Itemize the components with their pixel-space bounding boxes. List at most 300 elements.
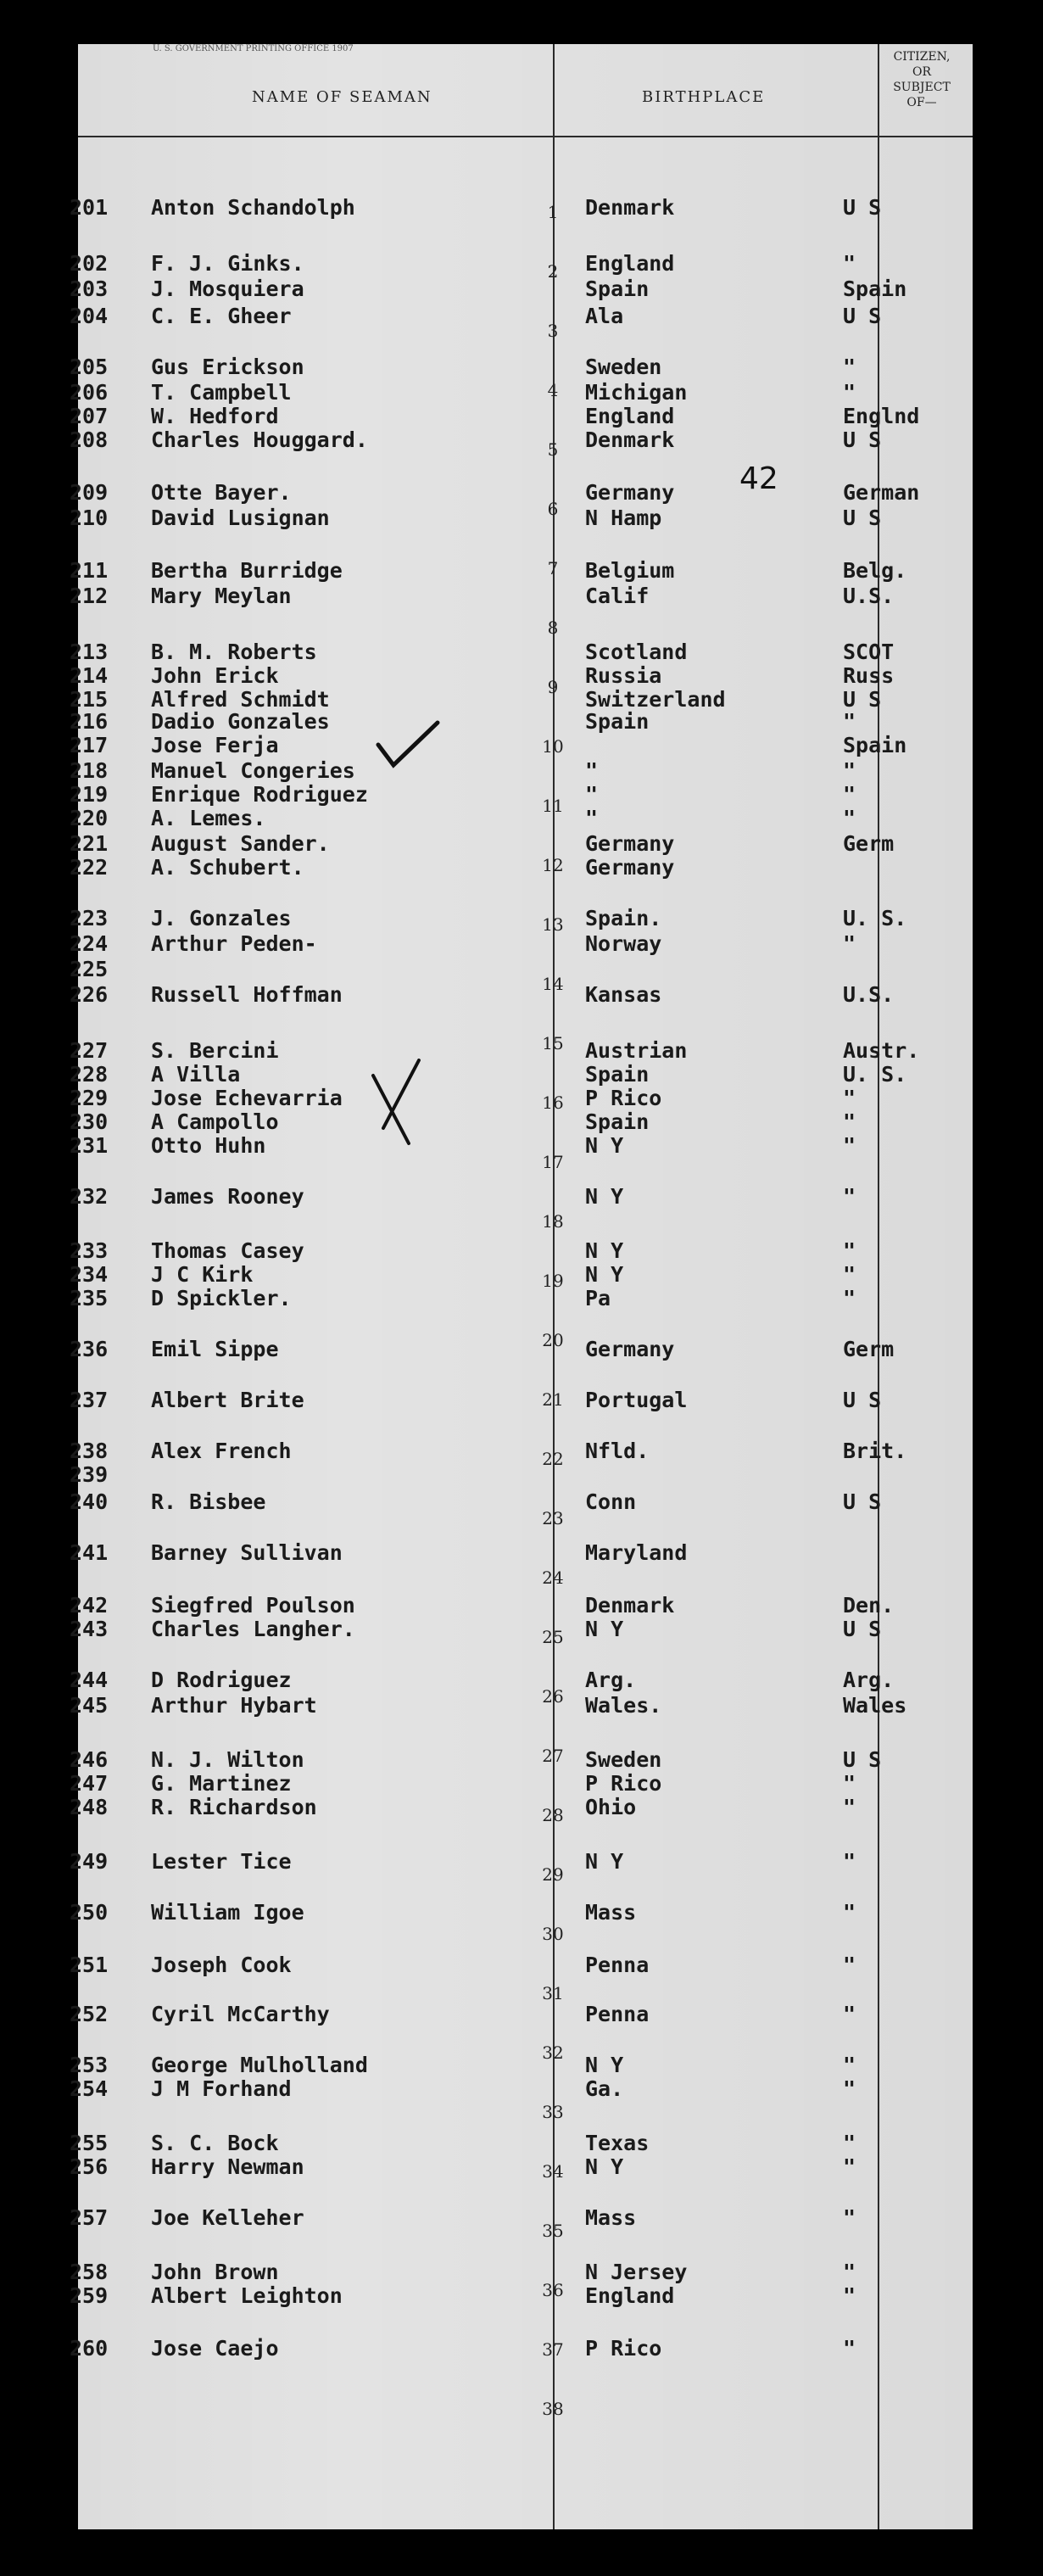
seaman-name: Jose Ferja <box>151 733 279 757</box>
entry-row <box>70 957 973 982</box>
entry-number: 235 <box>70 1286 109 1310</box>
entry-row <box>70 1238 973 1264</box>
entry-number: 222 <box>70 855 109 880</box>
line-number: 15 <box>542 1033 564 1053</box>
birthplace: England <box>585 404 675 428</box>
entry-row <box>70 2283 973 2309</box>
birthplace: Maryland <box>585 1540 688 1565</box>
birthplace: N Y <box>585 1262 624 1287</box>
entry-row <box>70 1668 973 1693</box>
entry-number: 217 <box>70 733 109 757</box>
entry-number: 210 <box>70 506 109 530</box>
birthplace: England <box>585 2283 675 2308</box>
seaman-name: Cyril McCarthy <box>151 2002 330 2026</box>
entry-number: 203 <box>70 277 109 301</box>
birthplace: Spain <box>585 1062 650 1087</box>
seaman-name: Charles Houggard. <box>151 427 368 452</box>
birthplace: Norway <box>585 931 662 956</box>
seaman-name: Thomas Casey <box>151 1238 304 1263</box>
seaman-name: Lester Tice <box>151 1849 292 1874</box>
birthplace: P Rico <box>585 1771 662 1796</box>
citizenship: U S <box>843 1489 882 1514</box>
citizenship: U.S. <box>843 982 895 1007</box>
citizenship: " <box>843 1953 856 1977</box>
line-number: 10 <box>542 736 564 757</box>
entry-row <box>70 1953 973 1978</box>
seaman-name: Enrique Rodriguez <box>151 782 368 807</box>
line-number: 27 <box>542 1746 564 1766</box>
entry-number: 259 <box>70 2283 109 2308</box>
entry-number: 228 <box>70 1062 109 1087</box>
line-number: 17 <box>542 1152 564 1172</box>
seaman-name: J. Gonzales <box>151 906 292 930</box>
entry-row <box>70 663 973 689</box>
entry-row <box>70 1693 973 1718</box>
birthplace: Denmark <box>585 427 675 452</box>
line-number: 16 <box>542 1092 564 1113</box>
entry-row <box>70 2002 973 2027</box>
entry-row <box>70 1337 973 1362</box>
line-number: 25 <box>542 1627 564 1647</box>
entry-row <box>70 782 973 807</box>
citizenship: Austr. <box>843 1038 920 1063</box>
entry-number: 218 <box>70 758 109 783</box>
entry-row <box>70 1038 973 1064</box>
birthplace: Switzerland <box>585 687 726 712</box>
seaman-name: Alex French <box>151 1439 292 1463</box>
seaman-name: Emil Sippe <box>151 1337 279 1361</box>
line-number: 1 <box>547 202 559 222</box>
seaman-name: C. E. Gheer <box>151 304 292 328</box>
entry-row <box>70 1849 973 1875</box>
entry-row <box>70 277 973 302</box>
entry-row <box>70 480 973 506</box>
birthplace: Spain. <box>585 906 662 930</box>
printer-line: U. S. GOVERNMENT PRINTING OFFICE 1907 <box>153 44 354 53</box>
line-number: 19 <box>542 1271 564 1291</box>
entry-number: 233 <box>70 1238 109 1263</box>
line-number: 7 <box>547 558 559 578</box>
seaman-name: Anton Schandolph <box>151 195 355 220</box>
line-number: 38 <box>542 2399 564 2419</box>
birthplace: N Jersey <box>585 2260 688 2284</box>
line-number: 29 <box>542 1864 564 1885</box>
seaman-name: S. C. Bock <box>151 2131 279 2155</box>
citizenship: Brit. <box>843 1439 907 1463</box>
entry-row <box>70 855 973 880</box>
citizenship: Germ <box>843 1337 895 1361</box>
citizenship: Germ <box>843 831 895 856</box>
line-number: 11 <box>542 796 564 816</box>
entry-number: 246 <box>70 1747 109 1772</box>
entry-number: 231 <box>70 1133 109 1158</box>
entry-row <box>70 1086 973 1111</box>
birthplace: N Y <box>585 1184 624 1209</box>
line-number: 21 <box>542 1389 564 1410</box>
entry-row <box>70 709 973 735</box>
entry-row <box>70 982 973 1008</box>
entry-row <box>70 251 973 277</box>
entry-number: 205 <box>70 355 109 379</box>
citizenship: Belg. <box>843 558 907 583</box>
line-number: 5 <box>547 439 559 460</box>
seaman-name: D Spickler. <box>151 1286 292 1310</box>
seaman-name: James Rooney <box>151 1184 304 1209</box>
seaman-name: G. Martinez <box>151 1771 292 1796</box>
citizenship: " <box>843 709 856 734</box>
birthplace: Calif <box>585 584 650 608</box>
seaman-name: Jose Caejo <box>151 2336 279 2361</box>
entry-row <box>70 1540 973 1566</box>
entry-row <box>70 931 973 957</box>
entry-number: 252 <box>70 2002 109 2026</box>
citizenship: U S <box>843 1388 882 1412</box>
entry-row <box>70 1489 973 1515</box>
seaman-name: J M Forhand <box>151 2076 292 2101</box>
entry-number: 209 <box>70 480 109 505</box>
entry-number: 236 <box>70 1337 109 1361</box>
citizenship: Arg. <box>843 1668 895 1692</box>
entry-row <box>70 380 973 405</box>
seaman-name: Joe Kelleher <box>151 2205 304 2230</box>
seaman-name: Alfred Schmidt <box>151 687 330 712</box>
line-number: 6 <box>547 499 559 519</box>
line-number: 33 <box>542 2102 564 2122</box>
birthplace: " <box>585 782 599 807</box>
entry-number: 250 <box>70 1900 109 1925</box>
entry-number: 237 <box>70 1388 109 1412</box>
entry-row <box>70 2260 973 2285</box>
page-number-annotation: 42 <box>739 461 778 496</box>
citizenship: U S <box>843 1617 882 1641</box>
entry-row <box>70 1062 973 1087</box>
seaman-name: F. J. Ginks. <box>151 251 304 276</box>
citizenship: U S <box>843 195 882 220</box>
citizenship: German <box>843 480 920 505</box>
entry-number: 243 <box>70 1617 109 1641</box>
seaman-name: Charles Langher. <box>151 1617 355 1641</box>
entry-row <box>70 831 973 857</box>
birthplace: Ohio <box>585 1795 637 1819</box>
seaman-name: Barney Sullivan <box>151 1540 343 1565</box>
entry-number: 244 <box>70 1668 109 1692</box>
seaman-name: David Lusignan <box>151 506 330 530</box>
line-number: 31 <box>542 1983 564 2003</box>
entry-number: 227 <box>70 1038 109 1063</box>
entry-number: 201 <box>70 195 109 220</box>
entry-number: 251 <box>70 1953 109 1977</box>
birthplace: Penna <box>585 2002 650 2026</box>
citizenship: " <box>843 1262 856 1287</box>
citizenship: " <box>843 2053 856 2077</box>
citizenship: " <box>843 2336 856 2361</box>
line-number: 37 <box>542 2339 564 2360</box>
birthplace: Ala <box>585 304 624 328</box>
entry-row <box>70 1462 973 1488</box>
citizenship: " <box>843 1086 856 1110</box>
birthplace: Penna <box>585 1953 650 1977</box>
citizenship: " <box>843 2131 856 2155</box>
entry-number: 223 <box>70 906 109 930</box>
birthplace: P Rico <box>585 1086 662 1110</box>
seaman-name: Otto Huhn <box>151 1133 266 1158</box>
entry-number: 225 <box>70 957 109 981</box>
birthplace: Michigan <box>585 380 688 405</box>
birthplace: Russia <box>585 663 662 688</box>
entry-number: 224 <box>70 931 109 956</box>
entry-row <box>70 1388 973 1413</box>
entry-number: 249 <box>70 1849 109 1874</box>
birthplace: Pa <box>585 1286 611 1310</box>
seaman-name: R. Bisbee <box>151 1489 266 1514</box>
citizenship: " <box>843 1286 856 1310</box>
entry-number: 234 <box>70 1262 109 1287</box>
citizenship: Spain <box>843 733 907 757</box>
entry-number: 216 <box>70 709 109 734</box>
citizenship: " <box>843 2260 856 2284</box>
seaman-name: S. Bercini <box>151 1038 279 1063</box>
line-number: 8 <box>547 617 559 638</box>
column-header-birthplace: BIRTHPLACE <box>642 88 766 106</box>
entry-number: 255 <box>70 2131 109 2155</box>
entry-row <box>70 427 973 453</box>
birthplace: N Y <box>585 1849 624 1874</box>
seaman-name: John Brown <box>151 2260 279 2284</box>
seaman-name: Joseph Cook <box>151 1953 292 1977</box>
entry-row <box>70 404 973 429</box>
entry-number: 247 <box>70 1771 109 1796</box>
citizenship: U.S. <box>843 584 895 608</box>
entry-row <box>70 806 973 831</box>
citizenship: " <box>843 1184 856 1209</box>
birthplace: Belgium <box>585 558 675 583</box>
entry-number: 220 <box>70 806 109 830</box>
citizenship: U S <box>843 506 882 530</box>
entry-row <box>70 640 973 665</box>
seaman-name: Bertha Burridge <box>151 558 343 583</box>
birthplace: Germany <box>585 1337 675 1361</box>
column-header-citizen: CITIZEN, OR SUBJECT OF— <box>893 50 951 109</box>
line-number: 20 <box>542 1330 564 1350</box>
seaman-name: Siegfred Poulson <box>151 1593 355 1618</box>
line-number: 18 <box>542 1211 564 1232</box>
entry-row <box>70 558 973 584</box>
seaman-name: A Villa <box>151 1062 241 1087</box>
citizenship: " <box>843 1849 856 1874</box>
citizenship: " <box>843 355 856 379</box>
entry-number: 256 <box>70 2154 109 2179</box>
birthplace: N Y <box>585 2053 624 2077</box>
birthplace: Austrian <box>585 1038 688 1063</box>
entry-number: 245 <box>70 1693 109 1718</box>
line-number: 28 <box>542 1805 564 1825</box>
seaman-name: Russell Hoffman <box>151 982 343 1007</box>
seaman-name: W. Hedford <box>151 404 279 428</box>
citizenship: " <box>843 251 856 276</box>
citizenship: U S <box>843 1747 882 1772</box>
entry-row <box>70 1286 973 1311</box>
citizenship: U. S. <box>843 1062 907 1087</box>
line-number: 26 <box>542 1686 564 1707</box>
entry-number: 212 <box>70 584 109 608</box>
line-number: 13 <box>542 914 564 935</box>
birthplace: N Y <box>585 2154 624 2179</box>
birthplace: Wales. <box>585 1693 662 1718</box>
birthplace: Spain <box>585 1109 650 1134</box>
seaman-name: August Sander. <box>151 831 330 856</box>
citizenship: " <box>843 1238 856 1263</box>
line-number: 23 <box>542 1508 564 1528</box>
entry-number: 208 <box>70 427 109 452</box>
entry-row <box>70 1262 973 1288</box>
birthplace: Germany <box>585 831 675 856</box>
citizenship: " <box>843 380 856 405</box>
citizenship: Wales <box>843 1693 907 1718</box>
seaman-name: Otte Bayer. <box>151 480 292 505</box>
entry-number: 253 <box>70 2053 109 2077</box>
entry-row <box>70 2053 973 2078</box>
seaman-name: William Igoe <box>151 1900 304 1925</box>
seaman-name: John Erick <box>151 663 279 688</box>
line-number: 30 <box>542 1924 564 1944</box>
citizenship: SCOT <box>843 640 895 664</box>
entry-row <box>70 195 973 221</box>
line-number: 36 <box>542 2280 564 2300</box>
citizenship: " <box>843 2154 856 2179</box>
entry-row <box>70 355 973 380</box>
citizenship: " <box>843 2283 856 2308</box>
birthplace: Mass <box>585 2205 637 2230</box>
birthplace: N Y <box>585 1238 624 1263</box>
entry-row <box>70 1184 973 1210</box>
seaman-name: George Mulholland <box>151 2053 368 2077</box>
entry-number: 229 <box>70 1086 109 1110</box>
citizenship: U S <box>843 687 882 712</box>
line-number: 12 <box>542 855 564 875</box>
birthplace: " <box>585 806 599 830</box>
birthplace: Spain <box>585 277 650 301</box>
citizenship: " <box>843 1771 856 1796</box>
birthplace: Sweden <box>585 355 662 379</box>
line-number: 35 <box>542 2221 564 2241</box>
entry-row <box>70 2154 973 2180</box>
line-number: 2 <box>547 261 559 282</box>
birthplace: N Hamp <box>585 506 662 530</box>
seaman-name: T. Campbell <box>151 380 292 405</box>
seaman-name: Manuel Congeries <box>151 758 355 783</box>
seaman-name: N. J. Wilton <box>151 1747 304 1772</box>
citizenship: U. S. <box>843 906 907 930</box>
column-header-name: NAME OF SEAMAN <box>252 88 432 106</box>
birthplace: Germany <box>585 855 675 880</box>
entry-number: 254 <box>70 2076 109 2101</box>
entry-row <box>70 1439 973 1464</box>
line-number: 14 <box>542 974 564 994</box>
entry-number: 219 <box>70 782 109 807</box>
entry-number: 214 <box>70 663 109 688</box>
entry-row <box>70 906 973 931</box>
line-number: 3 <box>547 321 559 341</box>
seaman-name: R. Richardson <box>151 1795 317 1819</box>
birthplace: Ga. <box>585 2076 624 2101</box>
entry-number: 242 <box>70 1593 109 1618</box>
citizenship: " <box>843 2205 856 2230</box>
entry-number: 258 <box>70 2260 109 2284</box>
seaman-name: Mary Meylan <box>151 584 292 608</box>
birthplace: P Rico <box>585 2336 662 2361</box>
birthplace: Arg. <box>585 1668 637 1692</box>
entry-number: 204 <box>70 304 109 328</box>
seaman-name: Albert Leighton <box>151 2283 343 2308</box>
entry-number: 211 <box>70 558 109 583</box>
entry-number: 226 <box>70 982 109 1007</box>
entry-number: 230 <box>70 1109 109 1134</box>
entry-row <box>70 2076 973 2102</box>
citizenship: Englnd <box>843 404 920 428</box>
birthplace: Conn <box>585 1489 637 1514</box>
line-number: 4 <box>547 380 559 400</box>
seaman-name: A. Lemes. <box>151 806 266 830</box>
line-number: 22 <box>542 1449 564 1469</box>
entry-row <box>70 1133 973 1159</box>
birthplace: N Y <box>585 1617 624 1641</box>
birthplace: N Y <box>585 1133 624 1158</box>
line-number: 34 <box>542 2161 564 2182</box>
birthplace: Sweden <box>585 1747 662 1772</box>
entry-number: 202 <box>70 251 109 276</box>
birthplace: Germany <box>585 480 675 505</box>
line-number: 24 <box>542 1567 564 1588</box>
citizenship: " <box>843 2076 856 2101</box>
entry-number: 238 <box>70 1439 109 1463</box>
citizenship: " <box>843 1133 856 1158</box>
seaman-name: Gus Erickson <box>151 355 304 379</box>
entry-number: 207 <box>70 404 109 428</box>
entry-row <box>70 1900 973 1925</box>
entry-row <box>70 2205 973 2231</box>
citizenship: " <box>843 931 856 956</box>
citizenship: " <box>843 1109 856 1134</box>
entry-row <box>70 584 973 609</box>
birthplace: Scotland <box>585 640 688 664</box>
citizenship: Spain <box>843 277 907 301</box>
seaman-name: B. M. Roberts <box>151 640 317 664</box>
entry-row <box>70 1109 973 1135</box>
entry-number: 240 <box>70 1489 109 1514</box>
birthplace: Texas <box>585 2131 650 2155</box>
birthplace: Portugal <box>585 1388 688 1412</box>
seaman-name: J. Mosquiera <box>151 277 304 301</box>
citizenship: " <box>843 782 856 807</box>
seaman-name: A Campollo <box>151 1109 279 1134</box>
entry-number: 260 <box>70 2336 109 2361</box>
citizenship: " <box>843 758 856 783</box>
citizenship: " <box>843 806 856 830</box>
entry-number: 257 <box>70 2205 109 2230</box>
entry-row <box>70 1795 973 1820</box>
entry-row <box>70 733 973 758</box>
entry-number: 213 <box>70 640 109 664</box>
entry-row <box>70 304 973 329</box>
citizenship: Russ <box>843 663 895 688</box>
register-sheet <box>70 44 973 2529</box>
birthplace: Mass <box>585 1900 637 1925</box>
entry-number: 241 <box>70 1540 109 1565</box>
entry-row <box>70 1747 973 1773</box>
birthplace: Kansas <box>585 982 662 1007</box>
entry-row <box>70 1771 973 1796</box>
entry-number: 248 <box>70 1795 109 1819</box>
